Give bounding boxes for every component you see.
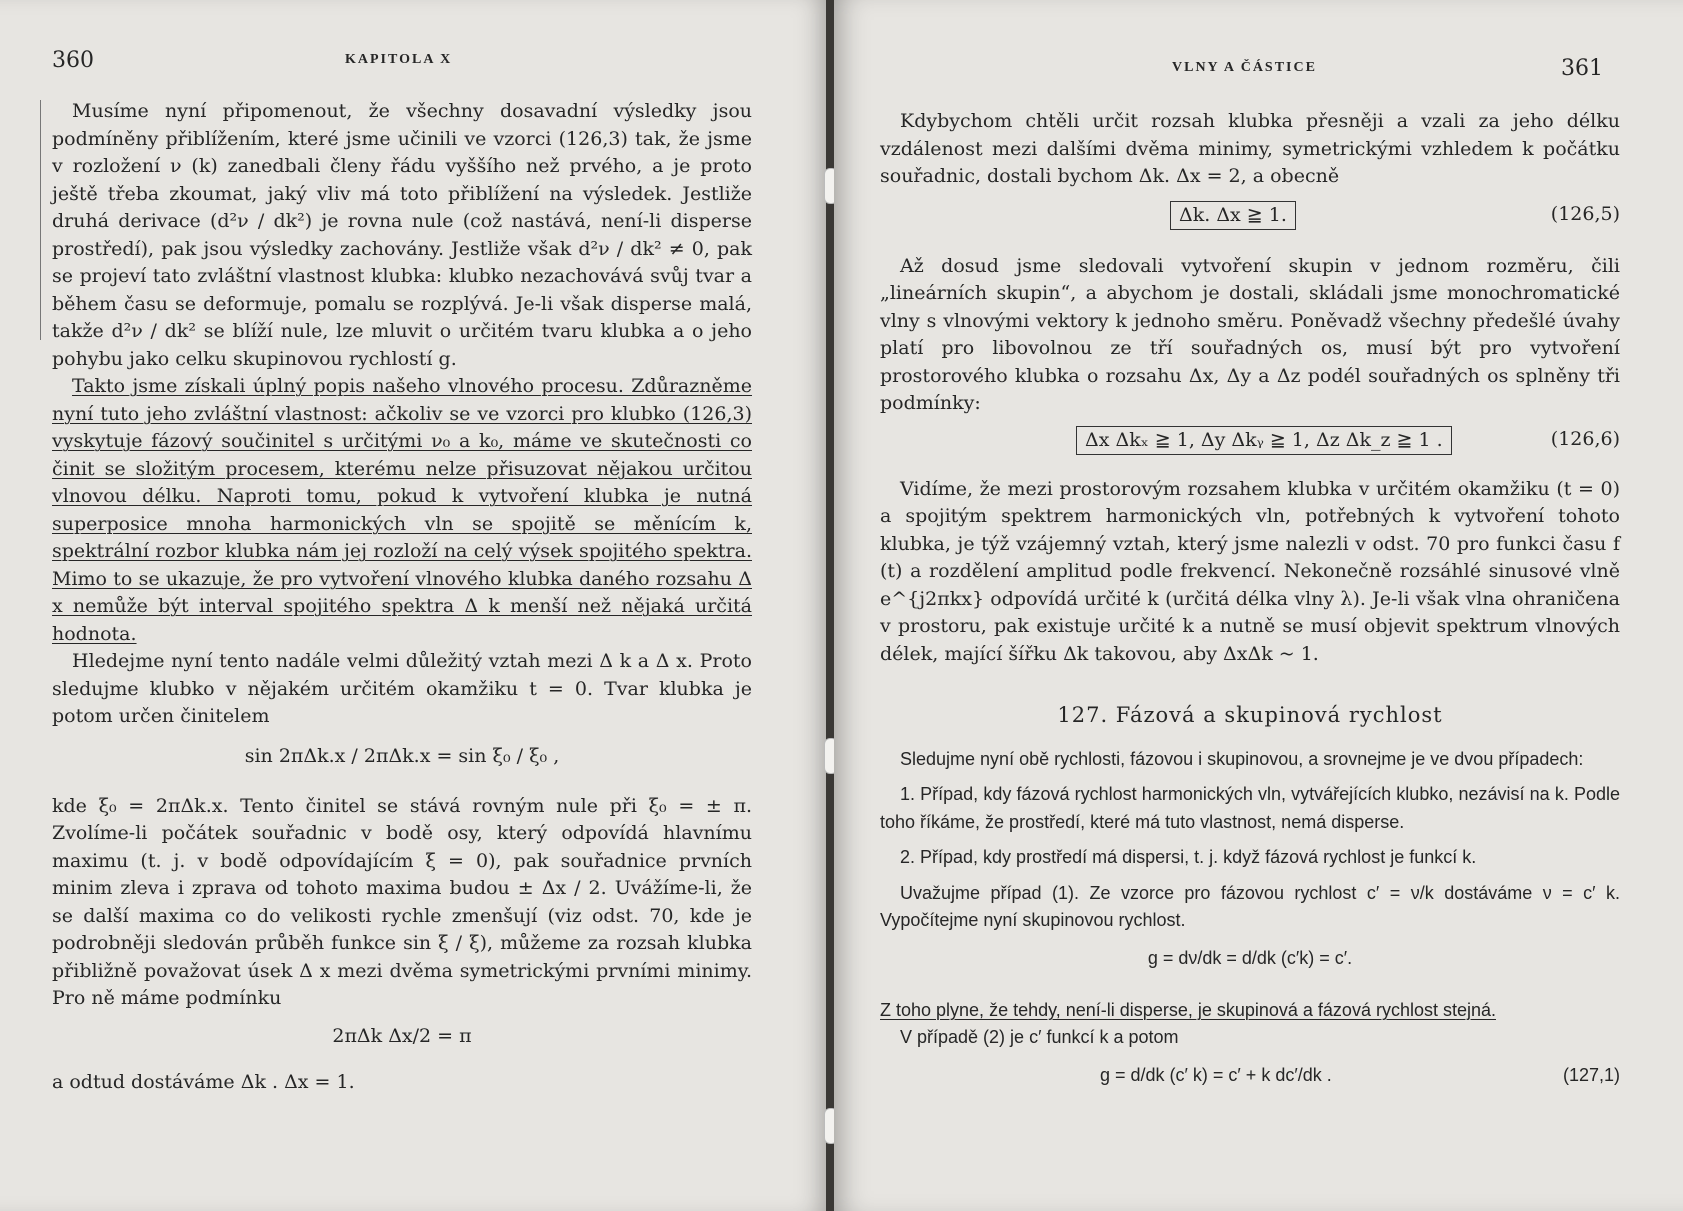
- left-text-column: [52, 98, 752, 1096]
- right-paragraph-4: Sledujme nyní obě rychlosti, fázovou i skupinovou, a srovnejme je ve dvou případech:: [900, 748, 1584, 769]
- right-equation-127-1: [880, 1062, 1620, 1102]
- right-paragraph-9: V případě (2) je c′ funkcí k a potom: [900, 1027, 1179, 1047]
- page-number-right: 361: [1561, 56, 1603, 81]
- right-equation-group-velocity: g = dν/dk = d/dk (c′k) = c′.: [1147, 947, 1353, 968]
- margin-pencil-mark: [40, 100, 41, 340]
- left-equation-1: sin 2πΔk.x / 2πΔk.x = sin ξ₀ / ξ₀ ,: [244, 744, 560, 767]
- page-number-left: 360: [52, 48, 94, 73]
- right-paragraph-7: Uvažujme případ (1). Ze vzorce pro fázovou rychlost c′ = ν/k dostáváme ν = c′ k. Vypočítejme nyní skupinovou rychlost.: [880, 882, 1620, 930]
- left-paragraph-5: a odtud dostáváme Δk . Δx = 1.: [52, 1070, 355, 1093]
- left-paragraph-3: Hledejme nyní tento nadále velmi důležitý vztah mezi Δ k a Δ x. Proto sledujme klubko v nějakém určitém okamžiku t = 0. Tvar klubka je potom určen činitelem: [52, 650, 752, 727]
- left-paragraph-4: kde ξ₀ = 2πΔk.x. Tento činitel se stává rovným nule při ξ₀ = ± π. Zvolíme-li počátek souřadnic v bodě osy, který odpovídá hlavnímu maximu (t. j. v bodě odpovídajícím ξ = 0), pak souřadnice prvních minim zleva i zprava od tohoto maxima budou ± Δx / 2. Uvážíme-li, že se další maxima co do velikosti rychle zmenšují (viz odst. 70, kde je podrobněji sledován průběh funkce sin ξ / ξ), můžeme za rozsah klubka přibližně považovat úsek Δ x mezi dvěma symetrickými prvními minimy. Pro ně máme podmínku: [52, 794, 752, 1009]
- equation-number: (127,1): [1562, 1064, 1620, 1085]
- left-paragraph-1: Musíme nyní připomenout, že všechny dosavadní výsledky jsou podmíněny přiblížením, které jsme učinili ve vzorci (126,3) tak, že jsme v rozložení ν (k) zanedbali členy řádu vyššího než prvého, a je proto ještě třeba zkoumat, jaký vliv má toto přiblížení na výsledek. Jestliže druhá derivace (d²ν / dk²) je rovna nule (což nastává, není-li disperse prostředí), pak jsou výsledky zachovány. Jestliže však d²ν / dk² ≠ 0, pak se projeví tato zvláštní vlastnost klubka: klubko nezachovává svůj tvar a během času se deformuje, pomalu se rozplývá. Je-li však disperse malá, takže d²ν / dk² se blíží nule, lze mluvit o určitém tvaru klubka a o jeho pohybu jako celku skupinovou rychlostí g.: [52, 100, 752, 370]
- section-heading: 127. Fázová a skupinová rychlost: [1057, 703, 1443, 727]
- right-equation-126-6: [880, 426, 1620, 466]
- right-paragraph-1: Kdybychom chtěli určit rozsah klubka přesněji a vzali za jeho délku vzdálenost mezi dalšími dvěma minimy, symetrickými vzhledem k počátku souřadnic, dostali bychom Δk. Δx = 2, a obecně: [880, 110, 1620, 187]
- right-paragraph-6: 2. Případ, kdy prostředí má dispersi, t. j. když fázová rychlost je funkcí k.: [900, 847, 1477, 867]
- right-paragraph-3: Vidíme, že mezi prostorovým rozsahem klubka v určitém okamžiku (t = 0) a spojitým spektrem harmonických vln, potřebných k vytvoření tohoto klubka, je týž vzájemný vztah, který jsme nalezli v odst. 70 pro funkci času f (t) a rozdělení amplitud podle frekvencí. Nekonečně rozsáhlé sinusové vlně e^{j2πkx} odpovídá určité k (určitá délka vlny λ). Je-li však vlna ohraničena v prostoru, pak existuje určité k a nutně se musí objevit spektrum vlnových délek, mající šířku Δk takovou, aby ΔxΔk ~ 1.: [880, 477, 1620, 665]
- formula: g = d/dk (c′ k) = c′ + k dc′/dk .: [1100, 1064, 1332, 1085]
- left-page: [0, 0, 826, 1211]
- right-equation-126-5: [880, 201, 1620, 241]
- running-header-right: VLNY A ČÁSTICE: [1172, 60, 1317, 75]
- left-paragraph-2: Takto jsme získali úplný popis našeho vlnového procesu. Zdůrazněme nyní tuto jeho zvláštní vlastnost: ačkoliv se ve vzorci pro klubko (126,3) vyskytuje fázový součinitel s určitými ν₀ a k₀, máme ve skutečnosti co činit se složitým procesem, kterému nelze přisuzovat nějakou určitou vlnovou délku. Naproti tomu, pokud k vytvoření klubka je nutná superposice mnoha harmonických vln se spojitě se měnícím k, spektrální rozbor klubka nám jej rozloží na celý výsek spojitého spektra. Mimo to se ukazuje, že pro vytvoření vlnového klubka daného rozsahu Δ x nemůže být interval spojitého spektra Δ k menší než nějaká určitá hodnota.: [52, 375, 752, 645]
- right-text-column: [880, 108, 1620, 1102]
- equation-number: (126,6): [1550, 427, 1620, 450]
- boxed-formula: Δx Δkₓ ≧ 1, Δy Δkᵧ ≧ 1, Δz Δk_z ≧ 1 .: [1076, 426, 1452, 456]
- running-header-left: KAPITOLA X: [345, 52, 453, 67]
- equation-number: (126,5): [1550, 202, 1620, 225]
- right-page: [834, 0, 1683, 1211]
- boxed-formula: Δk. Δx ≧ 1.: [1170, 201, 1296, 231]
- right-paragraph-5: 1. Případ, kdy fázová rychlost harmonických vln, vytvářejících klubko, nezávisí na k. Podle toho říkáme, že prostředí, které má tuto vlastnost, nemá disperse.: [880, 784, 1620, 832]
- left-equation-2: 2πΔk Δx/2 = π: [332, 1024, 472, 1047]
- right-paragraph-8: Z toho plyne, že tehdy, není-li disperse, je skupinová a fázová rychlost stejná.: [880, 999, 1496, 1020]
- right-paragraph-2: Až dosud jsme sledovali vytvoření skupin v jednom rozměru, čili „lineárních skupin“, a abychom je dostali, skládali jsme monochromatické vlny s vlnovými vektory k jednoho směru. Poněvadž všechny předešlé úvahy platí pro libovolnou ze tří souřadných os, musí být pro vytvoření prostorového klubka o rozsahu Δx, Δy a Δz podél souřadných os splněny tři podmínky:: [880, 254, 1620, 414]
